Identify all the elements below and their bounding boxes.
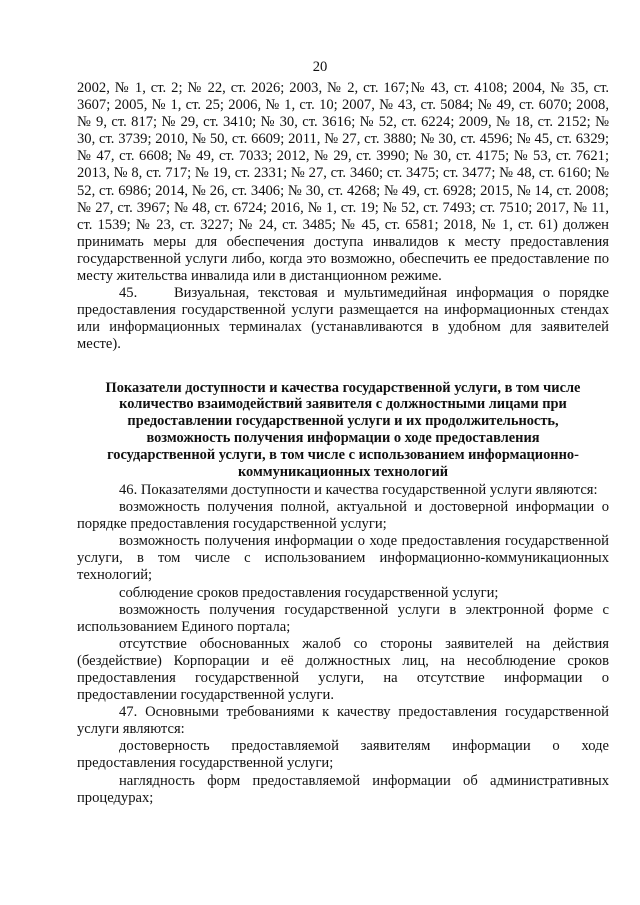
section-heading-line: возможность получения информации о ходе предоставления	[146, 430, 540, 447]
paragraph-46-item: соблюдение сроков предоставления государственной услуги;	[119, 584, 499, 601]
page-number: 20	[312, 59, 328, 75]
document-body	[77, 80, 609, 807]
paragraph-46-item: возможность получения государственной услуги в электронной форме с использованием Единого портала;	[77, 601, 609, 635]
section-heading-line: коммуникационных технологий	[237, 464, 449, 481]
paragraph-46-item: возможность получения полной, актуальной и достоверной информации о порядке предоставления государственной услуги;	[77, 499, 609, 533]
paragraph-47-item: наглядность форм предоставляемой информации об административных процедурах;	[77, 772, 609, 806]
section-heading-line: предоставлении государственной услуги и их продолжительность,	[127, 413, 559, 430]
section-heading-line: количество взаимодействий заявителя с должностными лицами при	[119, 396, 567, 413]
intro-paragraph: 2002, № 1, ст. 2; № 22, ст. 2026; 2003, № 2, ст. 167;№ 43, ст. 4108; 2004, № 35, ст. 3607; 2005, № 1, ст. 25; 2006, № 1, ст. 10; 2007, № 43, ст. 5084; № 49, ст. 6070; 2008, № 9, ст. 817; № 29, ст. 3410; № 30, ст. 3616; № 52, ст. 6224; 2009, № 18, ст. 2152; № 30, ст. 3739; 2010, № 50, ст. 6609; 2011, № 27, ст. 3880; № 30, ст. 4596; № 45, ст. 6329; № 47, ст. 6608; № 49, ст. 7033; 2012, № 29, ст. 3990; № 30, ст. 4175; № 53, ст. 7621; 2013, № 8, ст. 717; № 19, ст. 2331; № 27, ст. 3460; ст. 3475; ст. 3477; № 48, ст. 6160; № 52, ст. 6986; 2014, № 26, ст. 3406; № 30, ст. 4268; № 49, ст. 6928; 2015, № 14, ст. 2008; № 27, ст. 3967; № 48, ст. 6724; 2016, № 1, ст. 19; № 52, ст. 7493; ст. 7510; 2017, № 11, ст. 1539; № 23, ст. 3227; № 24, ст. 3485; № 45, ст. 6581; 2018, № 1, ст. 61) должен принимать меры для обеспечения доступа инвалидов к месту предоставления государственной услуги либо, когда это возможно, обеспечить ее предоставление по месту жительства инвалида или в дистанционном режиме.	[77, 80, 609, 285]
paragraph-46-item: отсутствие обоснованных жалоб со стороны заявителей на действия (бездействие) Корпорации и её должностных лиц, на несоблюдение сроков предоставления государственной услуги, на отсутствие информации о предоставлении государственной услуги.	[77, 635, 609, 704]
section-heading-line: государственной услуги, в том числе с использованием информационно-	[107, 447, 579, 464]
paragraph-47-lead: 47. Основными требованиями к качеству предоставления государственной услуги являются:	[77, 704, 609, 738]
section-heading-line: Показатели доступности и качества государственной услуги, в том числе	[105, 379, 581, 396]
paragraph-47-item: достоверность предоставляемой заявителям информации о ходе предоставления государственной услуги;	[77, 738, 609, 772]
paragraph-45: 45. Визуальная, текстовая и мультимедийная информация о порядке предоставления государственной услуги размещается на информационных стендах или информационных терминалах (устанавливаются в удобном для заявителей месте).	[77, 285, 609, 353]
section-heading	[77, 380, 609, 481]
paragraph-46-lead: 46. Показателями доступности и качества государственной услуги являются:	[119, 481, 598, 498]
paragraph-46-item: возможность получения информации о ходе предоставления государственной услуги, в том числе с использованием информационно-коммуникационных технологий;	[77, 533, 609, 584]
